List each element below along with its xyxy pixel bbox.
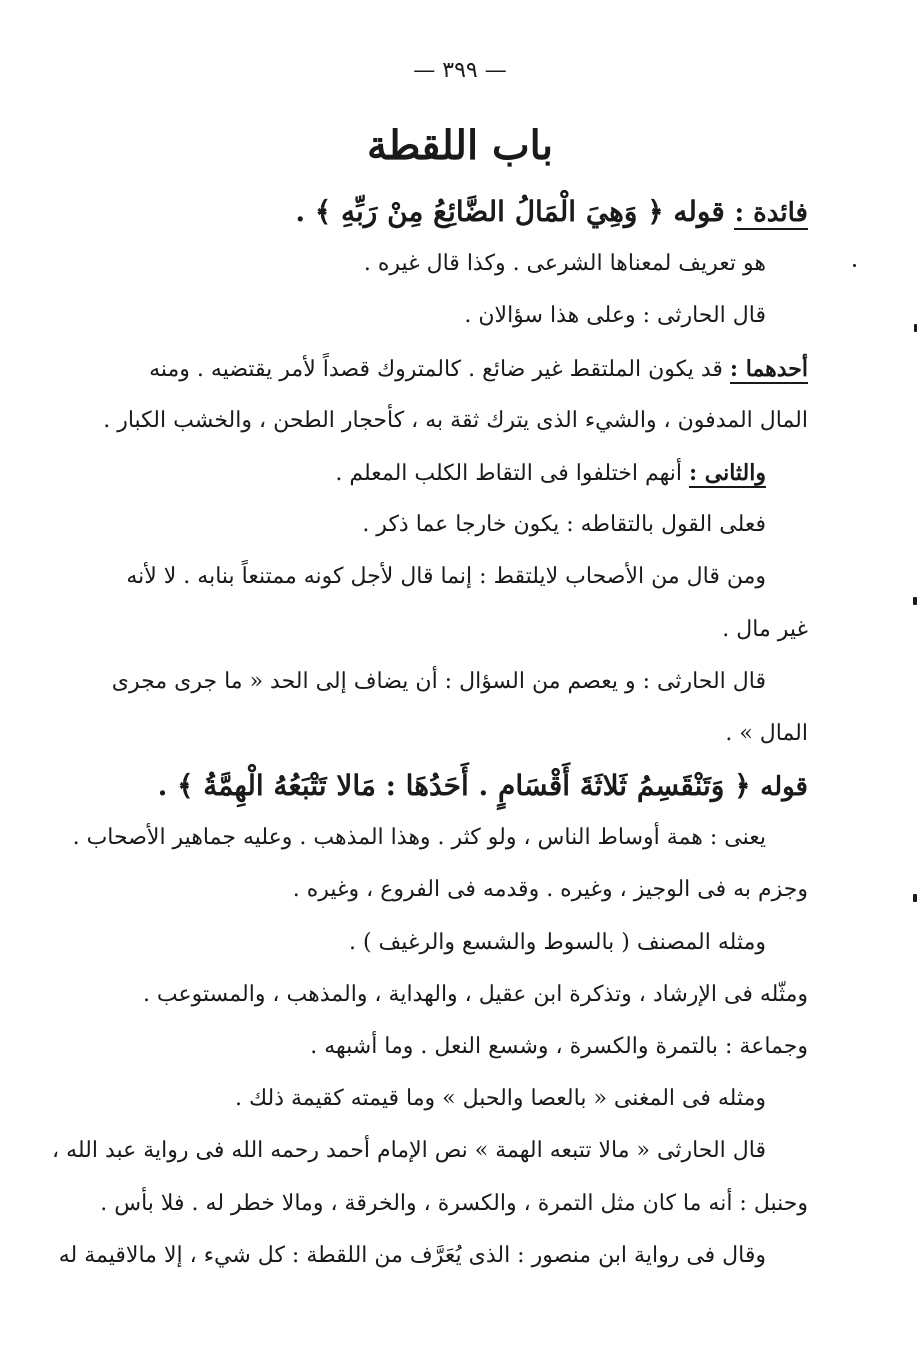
text-line (160, 708, 808, 760)
text-line (111, 656, 808, 708)
section-heading-line (160, 186, 808, 238)
line-text: ومن قال من الأصحاب لايلتقط : إنما قال لأجل كونه ممتنعاً بنابه . لا لأنه (126, 564, 766, 590)
quoted-text: قوله ﴿ وَهِيَ الْمَالُ الضَّائِعُ مِنْ رَبِّهِ ﴾ . (295, 195, 735, 228)
line-text: ومثله فى المغنى « بالعصا والحبل » وما قيمته كقيمة ذلك . (234, 1086, 766, 1112)
scan-speck (914, 324, 917, 332)
keyword: والثانى : (688, 459, 766, 486)
section-heading-line (157, 760, 808, 812)
keyword: فائدة : (734, 198, 808, 228)
line-text: ومثّله فى الإرشاد ، وتذكرة ابن عقيل ، والهداية ، والمذهب ، والمستوعب . (142, 981, 808, 1007)
text-line (160, 1073, 808, 1125)
text-line (58, 1230, 808, 1282)
text-line (160, 604, 808, 656)
text-line (103, 395, 808, 447)
line-text: فعلى القول بالتقاطه : يكون خارجا عما ذكر . (362, 512, 766, 538)
line-text: المال المدفون ، والشيء الذى يترك ثقة به ، كأحجار الطحن ، والخشب الكبار . (103, 407, 808, 433)
text-line (160, 499, 808, 551)
page-number: — ٣٩٩ — (413, 58, 507, 83)
body-text (51, 186, 808, 1282)
keyword: أحدهما : (729, 355, 808, 382)
line-text: قال الحارثى : و يعصم من السؤال : أن يضاف إلى الحد « ما جرى مجرى (111, 668, 766, 694)
line-text: قال الحارثى : وعلى هذا سؤالان . (464, 303, 766, 329)
line-text: أنهم اختلفوا فى التقاط الكلب المعلم . (335, 460, 689, 486)
line-text: وجماعة : بالتمرة والكسرة ، وشسع النعل . وما أشبهه . (310, 1034, 808, 1059)
line-text: يعنى : همة أوساط الناس ، ولو كثر . وهذا المذهب . وعليه جماهير الأصحاب . (72, 825, 766, 851)
line-text: هو تعريف لمعناها الشرعى . وكذا قال غيره . (363, 251, 766, 277)
text-line (100, 1178, 808, 1230)
line-text: ومثله المصنف ( بالسوط والشسع والرغيف ) . (348, 929, 766, 955)
line-text: المال » . (725, 720, 808, 746)
line-text: وحنبل : أنه ما كان مثل التمرة ، والكسرة ، والخرقة ، ومالا خطر له . فلا بأس . (100, 1190, 808, 1216)
keyword: قوله (760, 772, 808, 803)
quoted-text: ﴿ وَتَنْقَسِمُ ثَلاثَةَ أَقْسَامٍ . أَحَدُهَا : مَالا تَتْبَعُهُ الْهِمَّةُ ﴾ . (157, 769, 761, 803)
text-line (160, 1021, 808, 1073)
text-line (160, 447, 808, 499)
text-line (51, 1125, 808, 1177)
text-line (160, 917, 808, 969)
text-line (160, 238, 808, 290)
text-line (72, 812, 808, 864)
text-line (142, 969, 808, 1021)
line-text: وجزم به فى الوجيز ، وغيره . وقدمه فى الفروع ، وغيره . (292, 877, 808, 903)
line-text: وقال فى رواية ابن منصور : الذى يُعَرَّف من اللقطة : كل شيء ، إلا مالاقيمة له (58, 1242, 766, 1268)
text-line (160, 290, 808, 342)
line-text: غير مال . (722, 616, 808, 642)
scan-speck (913, 894, 917, 902)
text-line (149, 343, 808, 395)
chapter-title: باب اللقطة (367, 122, 553, 169)
line-text: قال الحارثى « مالا تتبعه الهمة » نص الإمام أحمد رحمه الله فى رواية عبد الله ، (51, 1138, 766, 1164)
text-line (160, 864, 808, 916)
scan-speck (853, 264, 856, 267)
text-line (126, 551, 808, 603)
scan-speck (913, 597, 917, 605)
line-text: قد يكون الملتقط غير ضائع . كالمتروك قصداً لأمر يقتضيه . ومنه (149, 356, 730, 382)
